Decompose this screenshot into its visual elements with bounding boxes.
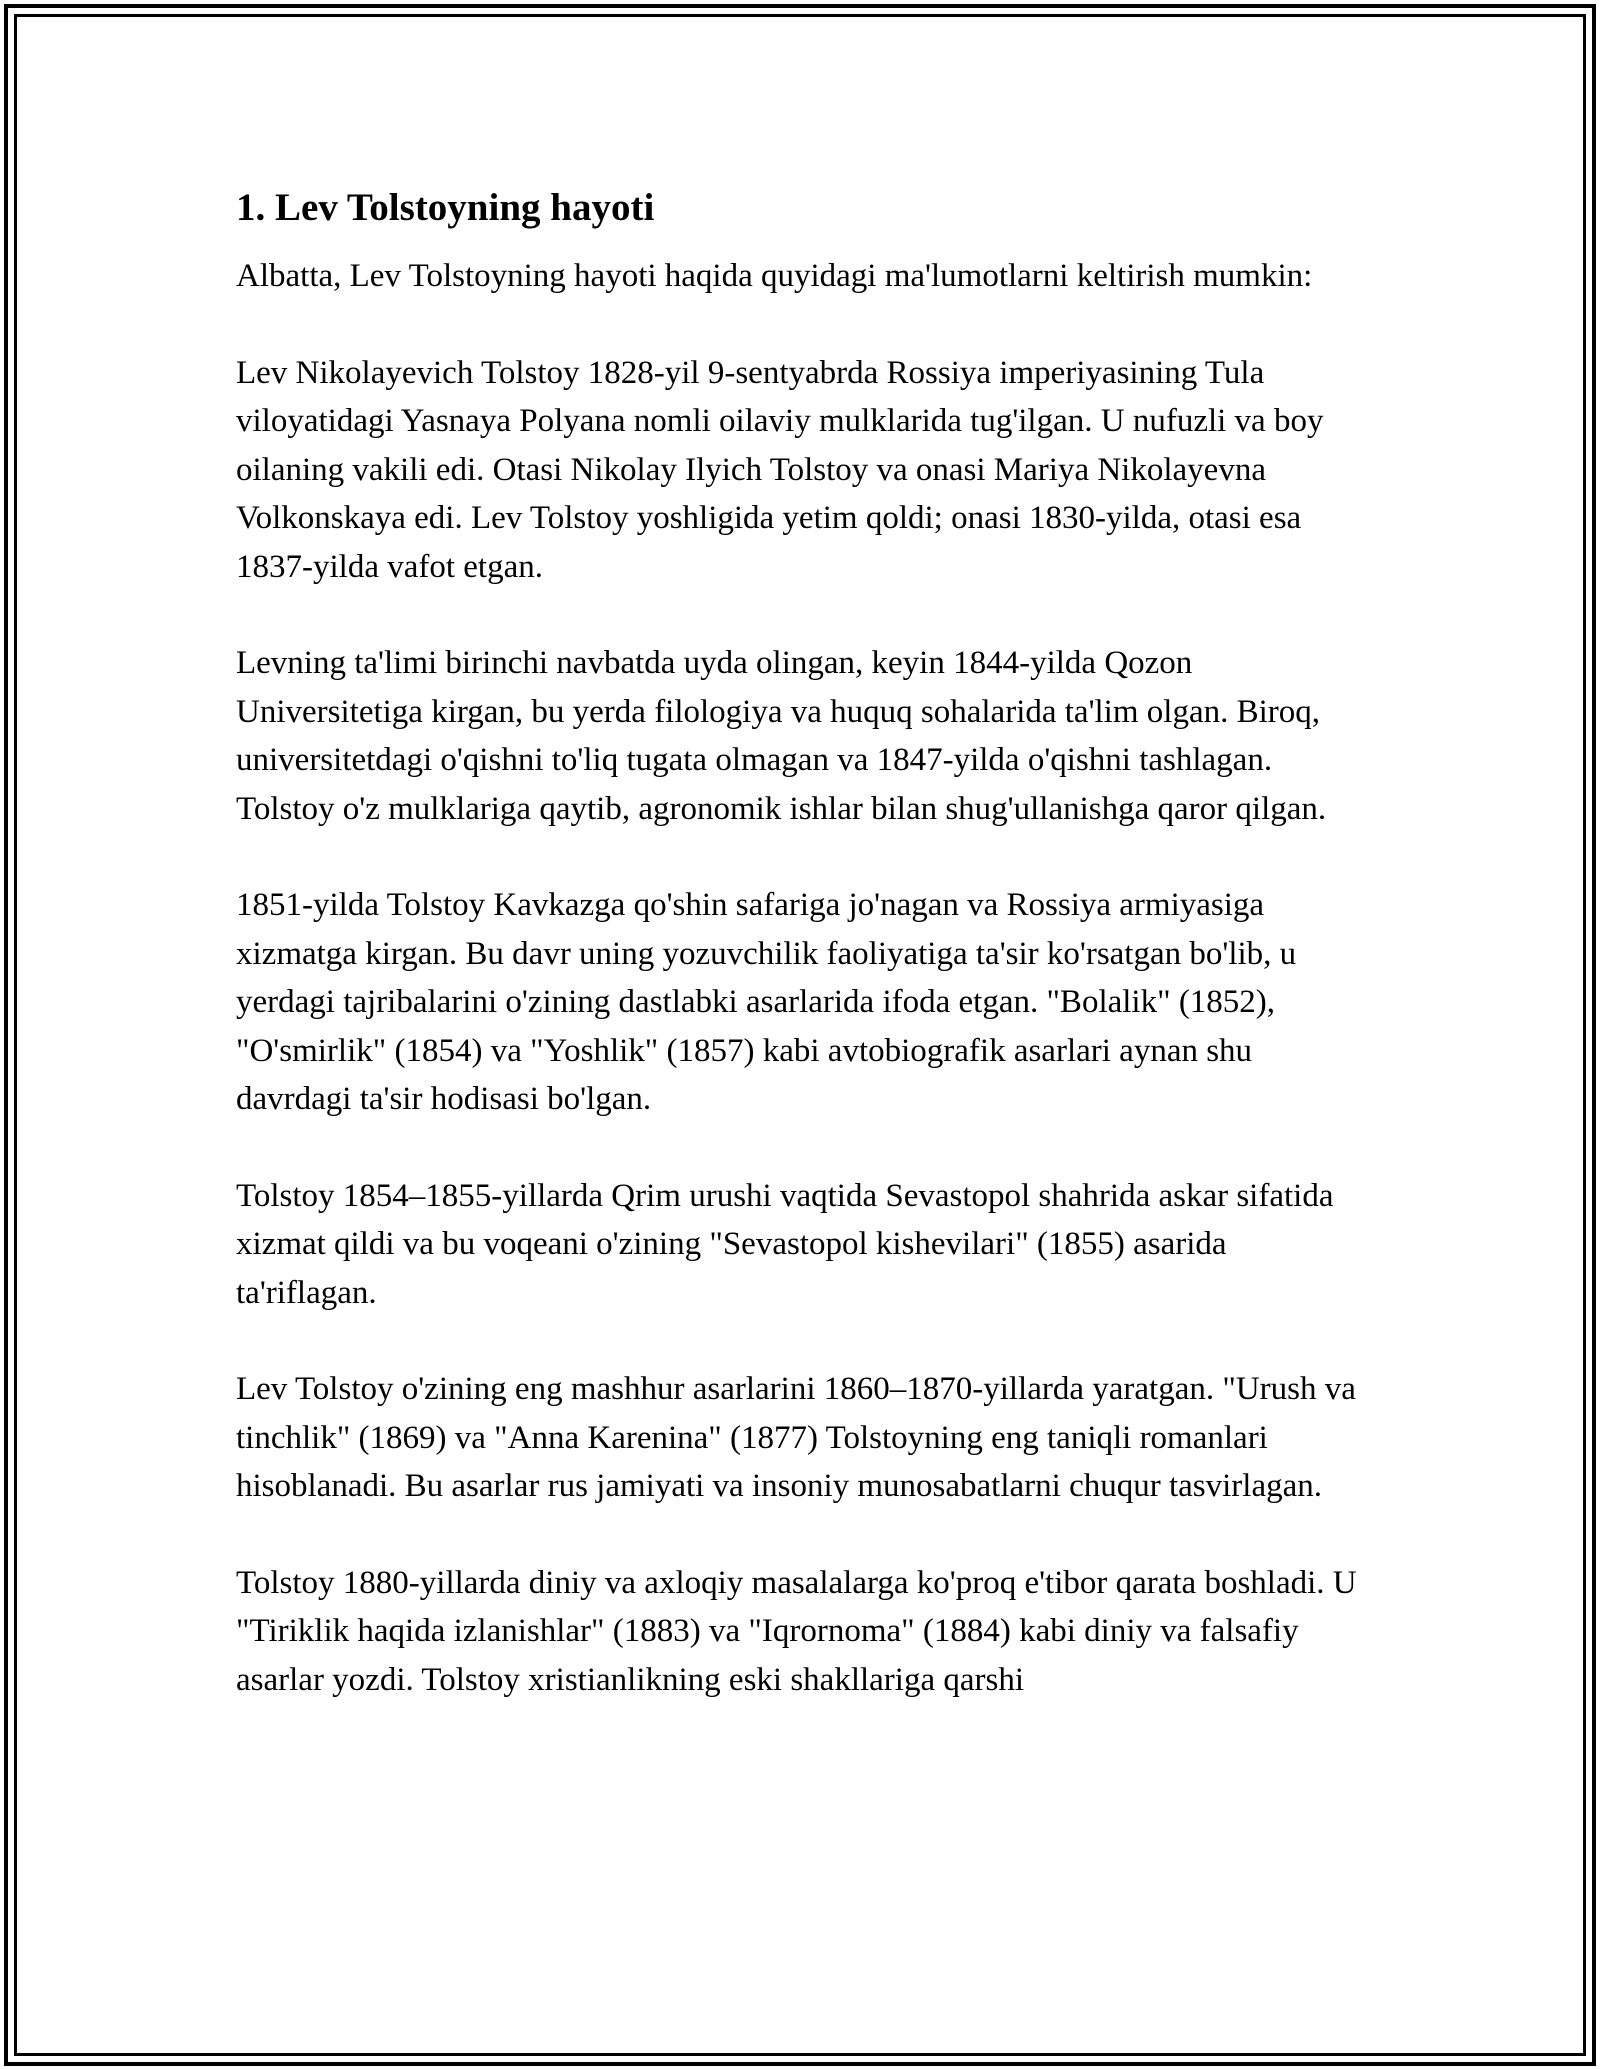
paragraph-crimean-war: Tolstoy 1854–1855-yillarda Qrim urushi vaqtida Sevastopol shahrida askar sifatida xizmat qildi va bu voqeani o'zining "Sevastopol kishevilari" (1855) asarida ta'riflagan. [236,1177,1334,1311]
document-title: 1. Lev Tolstoyning hayoti [236,186,655,229]
paragraph-caucasus-service: 1851-yilda Tolstoy Kavkazga qo'shin safariga jo'nagan va Rossiya armiyasiga xizmatga kirgan. Bu davr uning yozuvchilik faoliyatiga ta'sir ko'rsatgan bo'lib, u yerdagi tajribalarini o'zining dastlabki asarlarida ifoda etgan. "Bolalik" (1852), "O'smirlik" (1854) va "Yoshlik" (1857) kabi avtobiografik asarlari aynan shu davrdagi ta'sir hodisasi bo'lgan. [236,887,1297,1117]
paragraph-major-works: Lev Tolstoy o'zining eng mashhur asarlarini 1860–1870-yillarda yaratgan. "Urush va tinchlik" (1869) va "Anna Karenina" (1877) Tolstoyning eng taniqli romanlari hisoblanadi. Bu asarlar rus jamiyati va insoniy munosabatlarni chuqur tasvirlagan. [236,1371,1356,1504]
document-body [236,184,1366,1752]
paragraph-religious-period: Tolstoy 1880-yillarda diniy va axloqiy masalalarga ko'proq e'tibor qarata boshladi. U "Tiriklik haqida izlanishlar" (1883) va "Iqrornoma" (1884) kabi diniy va falsafiy asarlar yozdi. Tolstoy xristianlikning eski shakllariga qarshi [236,1564,1357,1698]
paragraph-education: Levning ta'limi birinchi navbatda uyda olingan, keyin 1844-yilda Qozon Universitetiga kirgan, bu yerda filologiya va huquq sohalarida ta'lim olgan. Biroq, universitetdagi o'qishni to'liq tugata olmagan va 1847-yilda o'qishni tashlagan. Tolstoy o'z mulklariga qaytib, agronomik ishlar bilan shug'ullanishga qaror qilgan. [236,645,1327,827]
paragraph-birth-family: Lev Nikolayevich Tolstoy 1828-yil 9-sentyabrda Rossiya imperiyasining Tula viloyatidagi Yasnaya Polyana nomli oilaviy mulklarida tug'ilgan. U nufuzli va boy oilaning vakili edi. Otasi Nikolay Ilyich Tolstoy va onasi Mariya Nikolayevna Volkonskaya edi. Lev Tolstoy yoshligida yetim qoldi; onasi 1830-yilda, otasi esa 1837-yilda vafot etgan. [236,354,1324,585]
paragraph-intro: Albatta, Lev Tolstoyning hayoti haqida quyidagi ma'lumotlarni keltirish mumkin: [236,258,1313,294]
